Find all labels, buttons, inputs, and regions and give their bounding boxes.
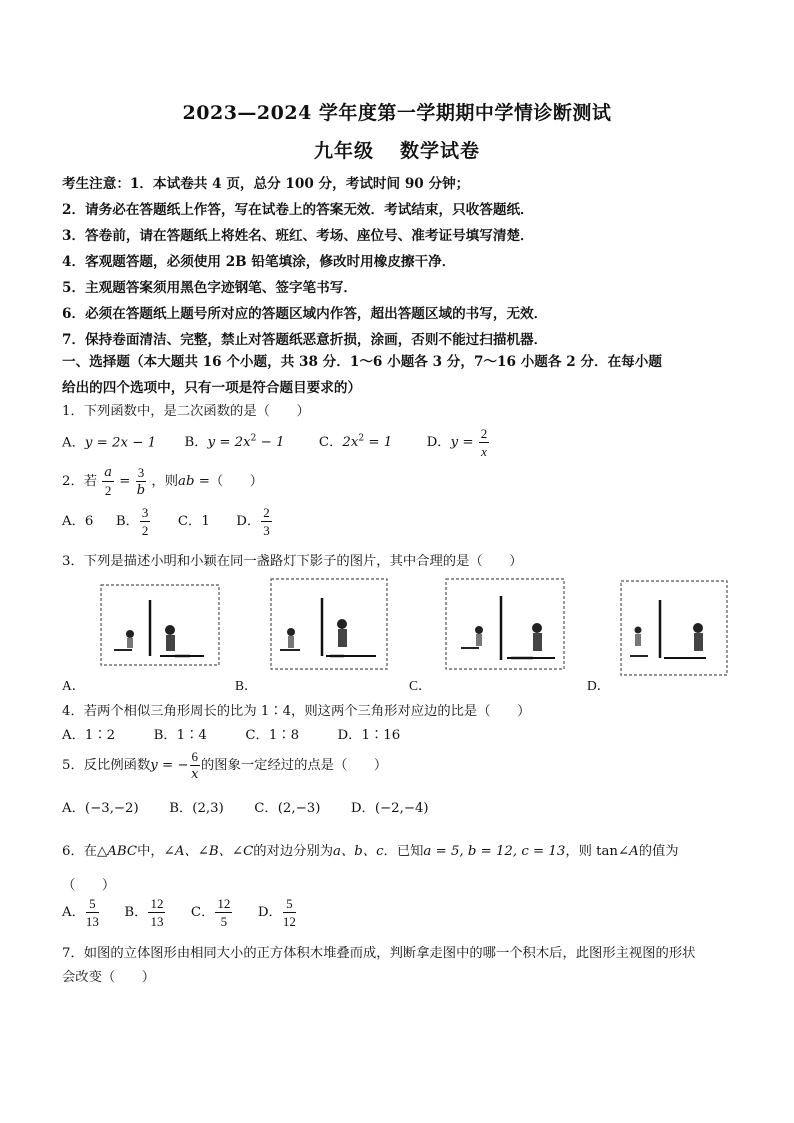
notice-line-4: 4．客观题答题，必须使用 2B 铅笔填涂，修改时用橡皮擦干净． — [62, 254, 456, 270]
q4-option-a: A．1∶2 — [62, 728, 116, 743]
q3-picture-d — [620, 580, 728, 676]
q2-option-d: D． $\frac{2}{3}$ — [236, 505, 270, 538]
question-5-stem: 5．反比例函数y = − $\frac{6}{x}$ 的图象一定经过的点是（ ） — [62, 749, 388, 782]
q3-option-c-label: C． — [409, 678, 432, 693]
q3-option-a-label: A． — [62, 678, 86, 693]
question-4-stem: 4．若两个相似三角形周长的比为 1∶4，则这两个三角形对应边的比是（ ） — [62, 704, 531, 719]
q5-option-a: A．(−3,−2) — [62, 801, 139, 816]
notice-line-2: 2．请务必在答题纸上作答，写在试卷上的答案无效．考试结束，只收答题纸． — [62, 202, 534, 218]
question-1-stem: 1．下列函数中，是二次函数的是（ ） — [62, 404, 310, 419]
q2-option-c: C．1 — [177, 514, 210, 529]
q3-option-d-label: D． — [587, 678, 611, 693]
grade-label: 九年级 — [313, 140, 374, 162]
q1-d-fraction: $\frac{2}{x}$ — [480, 426, 488, 460]
q5-option-d: D．(−2,−4) — [350, 801, 429, 816]
q1-option-d: D．y = $\frac{2}{x}$ — [426, 426, 488, 460]
notice-line-6: 6．必须在答题纸上题号所对应的答题区域内作答，超出答题区域的书写，无效． — [62, 306, 548, 322]
q1-option-b: B．$y = 2x^2 - 1$ — [184, 434, 285, 451]
question-5-options — [62, 797, 429, 816]
notice-line-3: 3．答卷前，请在答题纸上将姓名、班红、考场、座位号、准考证号填写清楚． — [62, 228, 534, 244]
q6-option-c: C． $\frac{12}{5}$ — [190, 896, 231, 929]
question-7-line-1: 7．如图的立体图形由相同大小的正方体积木堆叠而成，判断拿走图中的哪一个积木后，此图形主视图的形状 — [62, 946, 696, 961]
question-2-stem: 2．若 $\frac{a}{2}$ = $\frac{3}{b}$ ，则ab =（ ） — [62, 465, 264, 498]
question-4-options — [62, 724, 400, 743]
q5-option-c: C．(2,−3) — [254, 801, 321, 816]
notice-line-5: 5．主观题答案须用黑色字迹钢笔、签字笔书写． — [62, 280, 357, 296]
q6-option-a: A． $\frac{5}{13}$ — [62, 896, 99, 929]
question-6-answer-paren: （ ） — [62, 878, 116, 893]
q3-picture-a — [100, 584, 220, 666]
subject-label: 数学试卷 — [400, 140, 481, 162]
q2-option-a: A．6 — [62, 514, 94, 529]
q4-option-d: D．1∶16 — [337, 728, 401, 743]
question-7-line-2: 会改变（ ） — [62, 970, 156, 985]
q4-option-c: C．1∶8 — [245, 728, 300, 743]
q1-option-c: C．$2x^2 = 1$ — [318, 434, 393, 451]
q2-fraction-a-over-2: $\frac{a}{2}$ — [104, 465, 113, 498]
question-6-stem: 6．在△ABC中，∠A、∠B、∠C的对边分别为a、b、c．已知a = 5, b = 12, c = 13，则 tan∠A的值为 — [62, 844, 679, 859]
q6-option-d: D． $\frac{5}{12}$ — [257, 896, 296, 929]
q3-picture-b — [270, 578, 388, 670]
q6-option-b: B． $\frac{12}{13}$ — [124, 896, 164, 929]
q2-option-b: B． $\frac{3}{2}$ — [115, 505, 149, 538]
q3-picture-c — [445, 578, 565, 670]
exam-title: 2023—2024 学年度第一学期期中学情诊断测试 — [182, 102, 612, 124]
question-1-options — [62, 424, 490, 458]
notice-line-1: 考生注意：1．本试卷共 4 页，总分 100 分，考试时间 90 分钟； — [62, 176, 470, 192]
q1-option-a: A．y = 2x − 1 — [62, 435, 157, 451]
question-3-stem: 3．下列是描述小明和小颖在同一盏路灯下影子的图片，其中合理的是（ ） — [62, 554, 523, 569]
q3-option-b-label: B． — [235, 678, 258, 693]
notice-line-7: 7．保持卷面清洁、完整，禁止对答题纸恶意折损，涂画，否则不能过扫描机器． — [62, 332, 548, 348]
q5-option-b: B．(2,3) — [169, 801, 224, 816]
q2-fraction-3-over-b: $\frac{3}{b}$ — [136, 465, 146, 498]
q4-option-b: B．1∶4 — [153, 728, 207, 743]
question-2-options — [62, 506, 273, 537]
section-heading-line-2: 给出的四个选项中，只有一项是符合题目要求的） — [62, 380, 362, 396]
question-6-options — [62, 896, 297, 930]
section-heading-line-1: 一、选择题（本大题共 16 个小题，共 38 分．1～6 小题各 3 分，7～16 小题各 2 分．在每小题 — [62, 354, 662, 370]
exam-subtitle — [0, 136, 794, 163]
